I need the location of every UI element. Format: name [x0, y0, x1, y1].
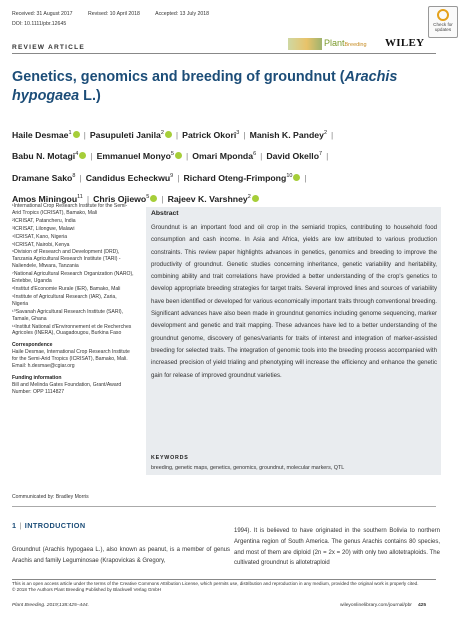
- intro-column-1: Groundnut (Arachis hypogaea L.), also known as peanut, is a member of genus Arachis and family Leguminosae (Krapovickas & Gregory,: [12, 547, 230, 564]
- author-name: Pasupuleti Janila: [89, 129, 161, 140]
- copyright-text: © 2018 The Authors Plant Breeding Published by Blackwell Verlag GmbH: [12, 587, 162, 593]
- author[interactable]: [266, 151, 322, 161]
- author[interactable]: [168, 194, 259, 204]
- affiliation: ³ICRISAT, Lilongwe, Malawi: [12, 225, 75, 232]
- affiliation-superscript: 2: [323, 130, 327, 136]
- affiliation-superscript: 8: [72, 172, 76, 179]
- keywords-text: breeding, genetic maps, genetics, genomics, groundnut, molecular markers, QTL: [151, 465, 345, 471]
- journal-brand: [288, 37, 425, 51]
- affiliation-superscript: 7: [319, 151, 323, 158]
- affiliation-superscript: 2: [160, 130, 164, 136]
- introduction-heading: [12, 521, 86, 530]
- author-name: Dramane Sako: [12, 172, 73, 183]
- author-name: Rajeev K. Varshney: [167, 194, 248, 205]
- affiliation: ²ICRISAT, Patancheru, India: [12, 217, 76, 224]
- author-name: Patrick Okori: [182, 129, 237, 140]
- license-text: This is an open access article under the terms of the Creative Commons Attribution License, which permits use, distribution and reproduction in any medium, provided the original work is properly cited.: [12, 581, 419, 586]
- check-for-updates-badge[interactable]: [428, 6, 458, 38]
- author-name: Haile Desmae: [12, 129, 69, 140]
- author-separator: |: [185, 151, 189, 162]
- footer-citation: Plant Breeding. 2019;138:425–444.: [12, 603, 89, 608]
- affiliation: ⁵ICRISAT, Nairobi, Kenya: [12, 241, 70, 248]
- author[interactable]: [12, 130, 80, 140]
- author-list: [12, 124, 452, 210]
- keywords-heading: KEYWORDS: [151, 455, 189, 461]
- author[interactable]: [184, 173, 301, 183]
- funding-heading: Funding information: [12, 374, 62, 381]
- author-name: Omari Mponda: [192, 151, 254, 162]
- author-separator: |: [243, 129, 246, 140]
- author-name: David Okello: [266, 151, 320, 162]
- author[interactable]: [97, 151, 182, 161]
- journal-banner-image: [288, 38, 322, 50]
- footer-url[interactable]: wileyonlinelibrary.com/journal/pbr: [340, 603, 412, 608]
- author-separator: |: [79, 172, 82, 183]
- affiliation-superscript: 4: [75, 151, 79, 158]
- affiliation: ⁶Division of Research and Development (DRD), Tanzania Agricultural Research Institute (TARI) - Naliendele, Mtwara, Tanzania: [12, 249, 121, 270]
- author[interactable]: [250, 130, 327, 140]
- article-type: REVIEW ARTICLE: [12, 44, 85, 51]
- author-separator: |: [326, 151, 329, 162]
- affiliation-superscript: 5: [146, 194, 150, 201]
- orcid-icon[interactable]: [150, 195, 157, 202]
- orcid-icon[interactable]: [73, 131, 80, 138]
- article-title: Genetics, genomics and breeding of groundnut (Arachis hypogaea L.): [12, 69, 398, 104]
- orcid-icon[interactable]: [165, 131, 172, 138]
- author[interactable]: [90, 130, 172, 140]
- article-dates: [12, 11, 223, 17]
- affiliation-superscript: 1: [68, 130, 72, 136]
- author[interactable]: [86, 173, 174, 183]
- license-notice: [12, 581, 442, 594]
- author[interactable]: [182, 130, 239, 140]
- affiliations-column: [12, 203, 134, 396]
- abstract-heading: Abstract: [151, 210, 179, 217]
- affiliations: [12, 203, 134, 337]
- author-separator: |: [90, 151, 93, 162]
- author-name: Babu N. Motagi: [12, 151, 76, 162]
- section-divider: [12, 506, 436, 507]
- header-divider: [12, 53, 436, 54]
- affiliation: ⁸Institut d'Economie Rurale (IER), Bamako, Mali: [12, 285, 121, 292]
- footer-right: [340, 603, 426, 608]
- received-date: Received: 31 August 2017: [12, 11, 73, 17]
- abstract-box: [146, 207, 441, 475]
- correspondence-email[interactable]: Email: h.desmae@cgiar.org: [12, 363, 75, 370]
- author-separator: |: [260, 151, 263, 162]
- abstract-text: Groundnut is an important food and oil crop in the semiarid tropics, contributing to household food consumption and cash income. In Asia and Africa, yields are low attributed to various production constraints. This review paper highlights advances in genetics, genomics and breeding to improve the productivity of groundnut. Genetic studies concerning inheritance, genetic variability and heritability, combining ability and trait correlations have provided a better understanding of the crop's genetics to develop appropriate breeding strategies for target traits. Several improved lines and sources of variability have been identified or developed for various economically important traits through conventional breeding. Significant advances have also been made in groundnut genomics including genome sequencing, marker development and genetic and trait mapping. These advances have led to a better understanding of the groundnut genome, discovery of genes/variants for traits of interest and integration of marker-assisted breeding for selected traits. The integration of genomic tools into the breeding process accompanied with increased precision of yield trialing and phenotyping will increase the efficiency and enhance the genetic gain for release of improved groundnut varieties.: [151, 224, 437, 379]
- species-name: Arachis hypogaea: [12, 69, 398, 104]
- page-number: 425: [417, 603, 427, 608]
- journal-logo: PlantBreeding: [324, 38, 367, 48]
- author-separator: |: [304, 172, 307, 183]
- affiliation: ⁷National Agricultural Research Organization (NARO), Entebbe, Uganda: [12, 271, 134, 285]
- orcid-icon[interactable]: [175, 152, 182, 159]
- intro-column-2: 1994). It is believed to have originated in the southern Bolivia to northern Argentina region of South America. The genus Arachis contains 80 species, and most of them are diploid (2n = 2x = 20) with only two allotetraploids. The cultivated groundnut is allotetraploid: [234, 528, 440, 567]
- accepted-date: Accepted: 13 July 2018: [155, 11, 210, 17]
- author-separator: |: [161, 194, 164, 205]
- affiliation: ¹⁰Savanah Agricultural Research Institute (SARI), Tamale, Ghana: [12, 308, 124, 322]
- affiliation-superscript: 6: [253, 151, 257, 158]
- affiliation-superscript: 11: [77, 194, 83, 201]
- author-separator: |: [331, 129, 334, 140]
- badge-label: Check for updates: [433, 22, 453, 32]
- affiliation-superscript: 10: [286, 172, 293, 179]
- footer-divider: [12, 579, 436, 580]
- affiliation-superscript: 5: [170, 151, 174, 158]
- affiliation: ⁴ICRISAT, Kano, Nigeria: [12, 233, 68, 240]
- publisher-logo: WILEY: [385, 37, 425, 49]
- author-name: Candidus Echeckwu: [85, 172, 171, 183]
- section-number: 1: [12, 521, 17, 530]
- correspondence-heading: Correspondence: [12, 342, 53, 349]
- orcid-icon[interactable]: [293, 174, 300, 181]
- author-name: Richard Oteng-Frimpong: [183, 172, 287, 183]
- affiliation-superscript: 9: [170, 172, 174, 179]
- author[interactable]: [12, 151, 86, 161]
- author-name: Amos Miningou: [12, 194, 78, 205]
- funding-text: Bill and Melinda Gates Foundation, Grant/Award Number: OPP 1114827: [12, 381, 122, 395]
- author-separator: |: [83, 129, 86, 140]
- revised-date: Revised: 10 April 2018: [88, 11, 140, 17]
- author-name: Emmanuel Monyo: [96, 151, 171, 162]
- orcid-icon[interactable]: [252, 195, 259, 202]
- author-separator: |: [86, 194, 90, 205]
- section-title: INTRODUCTION: [24, 521, 86, 530]
- doi[interactable]: DOI: 10.1111/pbr.12645: [12, 21, 67, 27]
- correspondence-text: Haile Desmae, International Crop Research Institute for the Semi-Arid Tropics (ICRISAT), Bamako, Mali.: [12, 349, 130, 363]
- update-check-icon: [437, 9, 449, 21]
- orcid-icon[interactable]: [79, 152, 86, 159]
- affiliation: ¹International Crop Research Institute for the Semi-Arid Tropics (ICRISAT), Bamako, Mali: [12, 203, 128, 216]
- heading-separator: |: [19, 521, 22, 530]
- affiliation-superscript: 2: [247, 194, 251, 201]
- affiliation: ⁹Institute of Agricultural Research (IAR), Zaria, Nigeria: [12, 293, 117, 307]
- affiliation-superscript: 3: [236, 130, 240, 136]
- author-separator: |: [177, 172, 180, 183]
- author[interactable]: [192, 151, 256, 161]
- author-name: Chris Ojiewo: [93, 194, 147, 205]
- communicated-by: Communicated by: Bradley Morris: [12, 494, 89, 500]
- author[interactable]: [12, 173, 75, 183]
- author-separator: |: [175, 129, 179, 140]
- author-name: Manish K. Pandey: [249, 129, 324, 140]
- affiliation: ¹¹Institut National d'Environnement et de Recherches Agricoles (INERA), Ouagadougou, Burkina Faso: [12, 323, 132, 337]
